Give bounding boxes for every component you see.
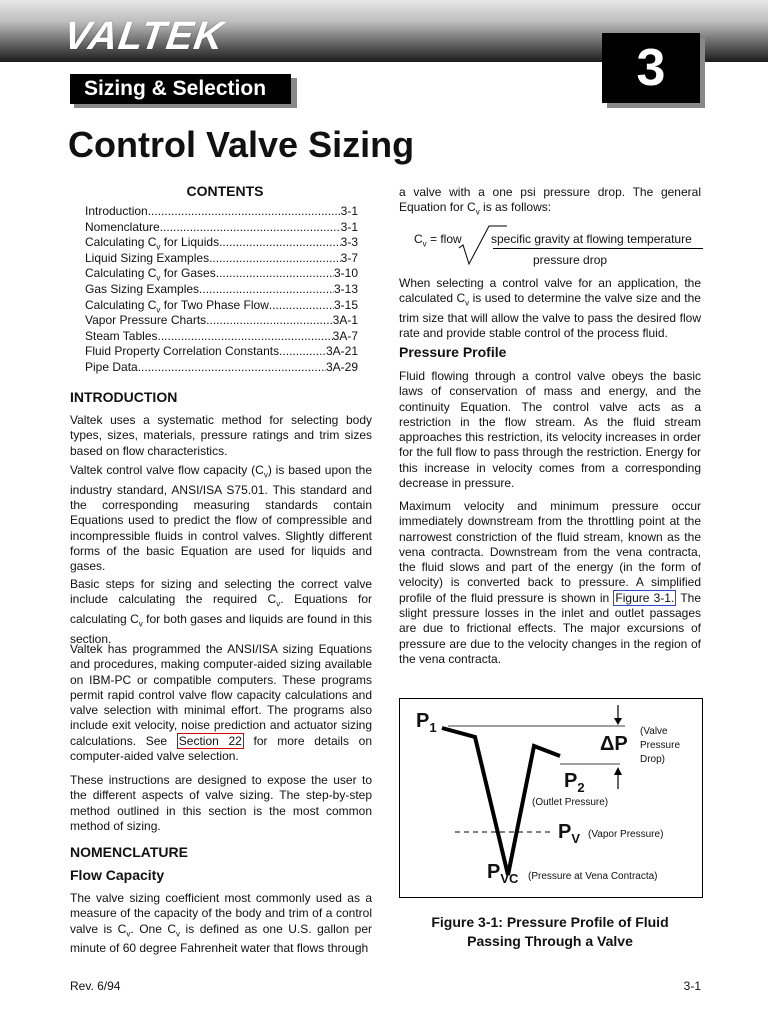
- contents-entry[interactable]: [85, 220, 358, 236]
- flow-capacity-paragraph: The valve sizing coefficient most commonly used as a measure of the capacity of the body and trim of a control valve is $C_v$. One $C_v$ is defined as one U.S. gallon per minute of 60 degree Fahrenheit water that flows through: [70, 891, 372, 956]
- pressure-profile-paragraph-1: Fluid flowing through a control valve obeys the basic laws of conservation of mass and energy, and the continuity Equation. The control valve acts as a restriction in the flow stream. As the fluid stream approaches this restriction, its velocity increases in order for the full flow to pass through the restriction. Energy for this increase in velocity comes from a corresponding decrease in pressure.: [399, 369, 701, 491]
- contents-entry-page: 3A-7: [332, 328, 358, 343]
- contents-entry-title: Fluid Property Correlation Constants: [85, 344, 280, 359]
- contents-entry-page: 3-3: [340, 235, 358, 250]
- square-root-symbol: [457, 224, 509, 270]
- intro-paragraph-1: Valtek uses a systematic method for selecting body types, sizes, materials, pressure ratings and trim sizes based on flow characteristics.: [70, 413, 372, 458]
- chapter-number-badge: 3: [602, 33, 700, 103]
- introduction-heading: INTRODUCTION: [70, 389, 178, 405]
- contents-entry-title: Nomenclature: [85, 219, 160, 234]
- page-title: Control Valve Sizing: [68, 124, 415, 165]
- contents-entry-page: 3A-29: [325, 360, 358, 374]
- fraction-bar: [493, 248, 703, 249]
- contents-entry-page: 3-13: [333, 282, 358, 296]
- pressure-profile-heading: Pressure Profile: [399, 344, 507, 360]
- contents-leader-dots: [279, 344, 326, 360]
- intro-paragraph-2: Valtek control valve flow capacity $(C_v)$ is based upon the industry standard, ANSI/ISA S75.01. This standard and the corresponding measuring standards contain Equations used to predict the flow of compressible and incompressible fluids in control valves. Slightly different forms of the basic Equation are used for liquids and gases.: [70, 463, 373, 574]
- delta-p-label: ΔP: [600, 733, 628, 755]
- section-label: Sizing & Selection: [70, 74, 291, 104]
- dp-arrowhead-bottom: [614, 767, 622, 775]
- figure-caption-line-2: Passing Through a Valve: [467, 933, 633, 949]
- equation-denominator: pressure drop: [533, 253, 608, 267]
- contents-entry[interactable]: [85, 251, 358, 267]
- contents-entry[interactable]: [85, 360, 358, 376]
- selection-paragraph: When selecting a control valve for an application, the calculated $C_v$ is used to determine the valve size and the trim size that will allow the valve to pass the desired flow rate and provide stable control of the process fluid.: [399, 276, 701, 341]
- contents-entry-title: Calculating $C_v$ for Gases.: [85, 266, 220, 283]
- pressure-profile-paragraph-2: Maximum velocity and minimum pressure occur immediately downstream from the throttling point at the narrowest constriction of the fluid stream, known as the vena contracta. Downstream from the vena contracta, the fluid slows and part of the energy (in the form of velocity) is converted back to pressure. A simplified profile of the fluid pressure is shown in Figure 3-1. The slight pressure losses in the inlet and outlet passages are due to frictional effects. The major excursions of pressure are due to the velocity changes in the region of the vena contracta.: [399, 499, 701, 666]
- contents-entry-page: 3A-1: [332, 313, 358, 328]
- contents-entry-title: Calculating $C_v$ for Two Phase Flow: [85, 297, 269, 314]
- outlet-pressure-note: (Outlet Pressure): [532, 797, 609, 808]
- contents-entry[interactable]: [85, 329, 358, 345]
- contents-entry[interactable]: [85, 282, 358, 298]
- cv-equation: [399, 224, 709, 270]
- equation-lhs: $C_v$ = flow: [414, 232, 462, 249]
- dp-arrowhead-top: [614, 718, 622, 725]
- contents-leader-dots: [160, 220, 341, 236]
- contents-entry-title: Calculating $C_v$ for Liquids: [85, 235, 220, 252]
- page-number: 3-1: [683, 979, 701, 993]
- vapor-pressure-note: (Vapor Pressure): [588, 829, 664, 840]
- nomenclature-heading: NOMENCLATURE: [70, 844, 188, 860]
- contents-entry[interactable]: [85, 344, 358, 360]
- pvc-label: $P_{VC}$: [487, 861, 519, 886]
- figure-caption-line-1: Figure 3-1: Pressure Profile of Fluid: [431, 914, 669, 930]
- contents-leader-dots: [148, 204, 341, 220]
- valve-pressure-drop-note: (Valve Pressure Drop): [640, 726, 681, 765]
- vena-contracta-note: (Pressure at Vena Contracta): [528, 871, 658, 882]
- contents-entry-title: Gas Sizing Examples: [85, 282, 200, 296]
- contents-leader-dots: [138, 360, 326, 376]
- contents-entry-title: Pipe Data: [85, 360, 138, 374]
- figure-caption: [399, 913, 701, 951]
- contents-entry-title: Steam Tables: [85, 328, 158, 343]
- contents-entry-title: Introduction: [85, 204, 148, 218]
- section-22-link[interactable]: Section 22: [178, 733, 242, 748]
- contents-leader-dots: [209, 251, 341, 267]
- flow-capacity-paragraph-cont: a valve with a one psi pressure drop. The general Equation for $C_v$ is as follows:: [399, 185, 701, 217]
- contents-entry-page: 3-1: [340, 219, 358, 234]
- contents-entry-title: Liquid Sizing Examples: [85, 250, 210, 265]
- pv-label: $P_V$: [558, 821, 581, 846]
- contents-heading: CONTENTS: [186, 183, 264, 199]
- figure-3-1-link[interactable]: Figure 3-1.: [615, 590, 675, 605]
- contents-entry-page: 3-1: [340, 204, 358, 218]
- contents-entry[interactable]: [85, 204, 358, 220]
- contents-entry-page: 3-15: [333, 297, 358, 312]
- revision-date: Rev. 6/94: [70, 979, 121, 993]
- contents-entry-page: 3-10: [333, 266, 358, 281]
- contents-entry-page: 3-7: [340, 250, 358, 265]
- equation-numerator: specific gravity at flowing temperature: [491, 232, 692, 246]
- intro-paragraph-4: Valtek has programmed the ANSI/ISA sizing Equations and procedures, making computer-aided sizing available on IBM-PC or compatible computers. These programs permit rapid control valve flow capacity calculations and valve selection with minimal effort. The programs also include exit velocity, noise prediction and actuator sizing calculations. See Section 22 for more details on computer-aided valve selection.: [70, 642, 373, 764]
- contents-entry[interactable]: [85, 313, 358, 329]
- intro-paragraph-5: These instructions are designed to expose the user to the different aspects of valve sizing. The step-by-step method outlined in this section is the most common method of sizing.: [70, 773, 372, 833]
- p1-label: $P_1$: [416, 710, 437, 735]
- flow-capacity-heading: Flow Capacity: [70, 867, 165, 883]
- contents-leader-dots: [199, 282, 334, 298]
- valtek-logo: VALTEK: [60, 14, 228, 58]
- contents-entry-title: Vapor Pressure Charts: [85, 313, 207, 328]
- contents-entry-page: 3A-21: [325, 344, 358, 359]
- intro-paragraph-3: Basic steps for sizing and selecting the correct valve include calculating the required $C_v$. Equations for calculating $C_v$ for both gases and liquids are found in this section.: [70, 577, 372, 646]
- contents-leader-dots: [158, 329, 333, 345]
- figure-3-1: [399, 698, 703, 898]
- contents-leader-dots: [206, 313, 332, 329]
- p2-label: $P_2$: [564, 770, 585, 795]
